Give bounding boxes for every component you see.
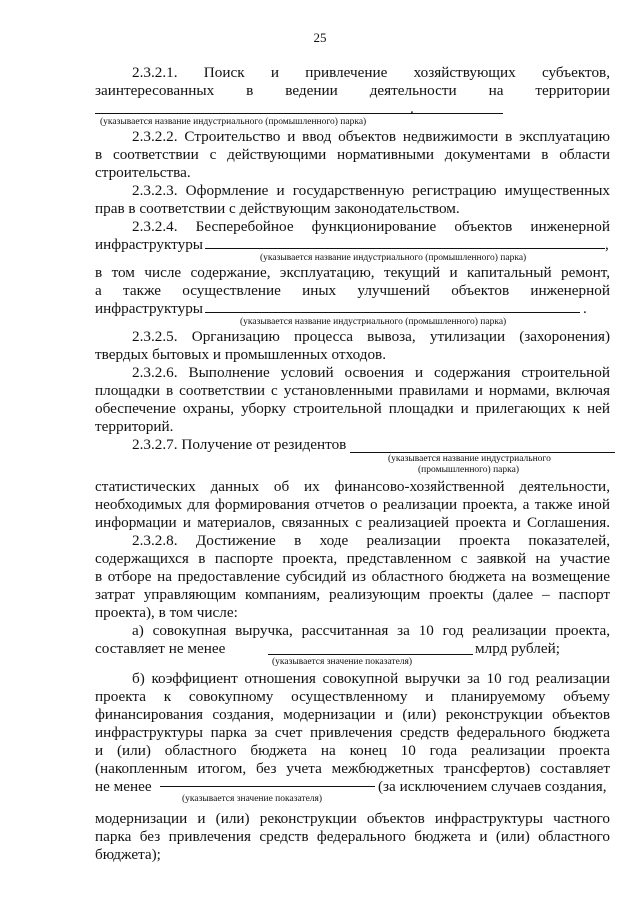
text-line: в отборе на предоставление субсидий из областного бюджета на возмещение (95, 568, 610, 585)
fill-in-blank (268, 654, 473, 655)
text-line (95, 328, 610, 346)
fill-in-blank (160, 786, 375, 787)
field-caption: (указывается название индустриального (промышленного) парка) (100, 117, 367, 127)
text-line: инфраструктуры (95, 236, 203, 253)
text-line: в соответствии с действующими нормативными документами в области (95, 146, 610, 163)
text-line: модернизации и (или) реконструкции объектов инфраструктуры частного (95, 810, 610, 827)
text-line (95, 622, 610, 640)
text-line: и (или) областного бюджета на конец 10 года реализации проекта (95, 742, 610, 759)
text-line (95, 128, 610, 146)
line-text: 2.3.2.6. Выполнение условий освоения и содержания строительной (132, 364, 610, 381)
text-line: информации и материалов, связанных с реализацией проекта и Соглашения. (95, 514, 610, 531)
text-line: прав в соответствии с действующим законодательством. (95, 200, 460, 217)
line-text: а) совокупная выручка, рассчитанная за 10 год реализации проекта, (132, 622, 610, 639)
text-line: территорий. (95, 418, 174, 435)
line-text: б) коэффициент отношения совокупной выручки за 10 год реализации (132, 670, 610, 687)
text-line: инфраструктуры парка за счет привлечения средств федерального бюджета (95, 724, 610, 741)
field-caption: (указывается значение показателя) (272, 657, 413, 667)
field-caption: (указывается название индустриального (промышленного) парка) (240, 317, 507, 327)
text-line (95, 218, 610, 236)
text-line: составляет не менее (95, 640, 226, 657)
text-line: необходимых для формирования отчетов о реализации проекта, а также иной (95, 496, 610, 513)
text-line (95, 436, 355, 454)
text-line: строительства. (95, 164, 191, 181)
line-text: 2.3.2.2. Строительство и ввод объектов недвижимости в эксплуатацию (132, 128, 610, 145)
text-line: обеспечение охраны, уборку строительной площадки и прилегающих к ней (95, 400, 610, 417)
text-line: заинтересованных в ведении деятельности на территории (95, 82, 610, 99)
text-line (95, 182, 610, 200)
text-line: затрат управляющим компаниям, реализующим проекты (далее – паспорт (95, 586, 610, 603)
text-line: , (605, 236, 609, 253)
text-line: (за исключением случаев создания, (378, 778, 607, 795)
text-line: (накопленным итогом, без учета межбюджетных трансфертов) составляет (95, 760, 610, 777)
fill-in-blank (95, 113, 503, 114)
text-line: содержащихся в паспорте проекта, представленном с заявкой на участие (95, 550, 610, 567)
text-line: твердых бытовых и промышленных отходов. (95, 346, 387, 363)
text-line: статистических данных об их финансово-хозяйственной деятельности, (95, 478, 610, 495)
line-text: 2.3.2.7. Получение от резидентов (132, 436, 347, 453)
text-line: . (410, 100, 414, 117)
fill-in-blank (350, 452, 615, 453)
text-line: проекта к совокупному осуществленному и планируемому объему (95, 688, 610, 705)
line-text: 2.3.2.5. Организацию процесса вывоза, утилизации (захоронения) (132, 328, 610, 345)
fill-in-blank (205, 312, 580, 313)
text-line (95, 532, 610, 550)
text-line: финансирования создания, модернизации и (или) реконструкции объектов (95, 706, 610, 723)
text-line: парка без привлечения средств федерального бюджета и (или) областного (95, 828, 610, 845)
line-text: 2.3.2.1. Поиск и привлечение хозяйствующих субъектов, (132, 64, 610, 81)
field-caption: (указывается значение показателя) (182, 794, 323, 804)
text-line: . (583, 300, 587, 317)
line-text: 2.3.2.4. Бесперебойное функционирование объектов инженерной (132, 218, 610, 235)
page-number: 25 (313, 30, 327, 45)
text-line: не менее (95, 778, 152, 795)
field-caption: (указывается название индустриального (промышленного) парка) (260, 253, 527, 263)
line-text: 2.3.2.8. Достижение в ходе реализации проекта показателей, (132, 532, 610, 549)
field-caption: (указывается название индустриального (388, 454, 551, 464)
line-text: 2.3.2.3. Оформление и государственную регистрацию имущественных (132, 182, 610, 199)
text-line: млрд рублей; (475, 640, 560, 657)
text-line (95, 64, 610, 82)
text-line: бюджета); (95, 846, 161, 863)
text-line: в том числе содержание, эксплуатацию, текущий и капитальный ремонт, (95, 264, 610, 281)
text-line (95, 364, 610, 382)
text-line: проекта), в том числе: (95, 604, 238, 621)
field-caption: (промышленного) парка) (418, 465, 520, 475)
text-line: а также осуществление иных улучшений объектов инженерной (95, 282, 610, 299)
fill-in-blank (205, 248, 605, 249)
text-line: инфраструктуры (95, 300, 203, 317)
text-line (95, 670, 610, 688)
text-line: площадки в соответствии с установленными правилами и нормами, включая (95, 382, 610, 399)
